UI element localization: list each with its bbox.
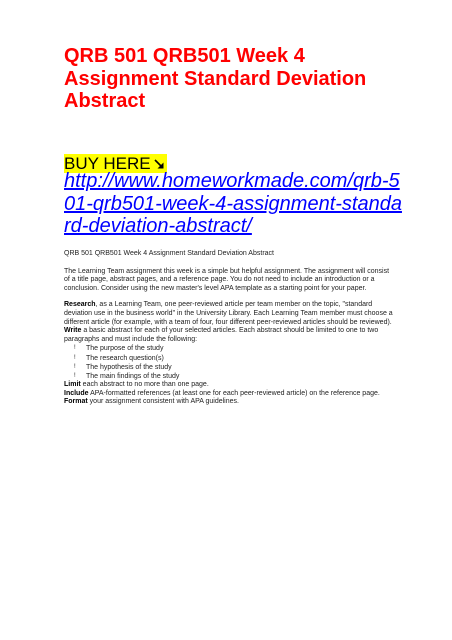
format-text: your assignment consistent with APA guidelines. (87, 398, 239, 406)
list-item-text: The purpose of the study (86, 345, 164, 353)
list-item-text: The hypothesis of the study (86, 363, 172, 371)
buy-here-text: BUY HERE (64, 153, 151, 173)
bullet-icon: ! (74, 345, 76, 352)
research-text: , as a Learning Team, one peer-reviewed article per team member on the topic, "standard deviation use in the business world" in the University Library. Each Learning Team member must choose a different article (for example, with a team of four, four different peer-reviewed articles should be reviewed). (64, 301, 393, 326)
limit-paragraph (64, 381, 394, 390)
document-body (64, 250, 394, 407)
include-label: Include (64, 389, 89, 397)
list-item (74, 372, 394, 381)
format-label: Format (64, 398, 88, 406)
research-paragraph (64, 301, 394, 327)
document-subtitle: QRB 501 QRB501 Week 4 Assignment Standard Deviation Abstract (64, 250, 274, 257)
list-item-text: The research question(s) (86, 354, 164, 362)
format-paragraph (64, 398, 394, 407)
list-item (74, 344, 394, 353)
bullet-icon: ! (74, 354, 76, 361)
write-text: a basic abstract for each of your selected articles. Each abstract should be limited to one to two paragraphs and must include the following: (64, 327, 379, 343)
limit-text: each abstract to no more than one page. (80, 381, 209, 389)
write-label: Write (64, 327, 82, 335)
list-item (74, 363, 394, 372)
abstract-requirements-list (64, 344, 394, 381)
include-paragraph (64, 390, 394, 399)
include-text: APA-formatted references (at least one for each peer-reviewed article) on the reference page. (88, 389, 380, 397)
limit-label: Limit (64, 381, 81, 389)
list-item-text: The main findings of the study (86, 372, 180, 380)
list-item (74, 354, 394, 363)
research-label: Research (64, 301, 96, 309)
document-title: QRB 501 QRB501 Week 4 Assignment Standard Deviation Abstract (64, 45, 367, 112)
bullet-icon: ! (74, 372, 76, 379)
write-paragraph (64, 327, 394, 344)
homeworkmade-link[interactable]: http://www.homeworkmade.com/qrb-501-qrb501-week-4-assignment-standard-deviation-abstract/ (64, 170, 402, 237)
bullet-icon: ! (74, 363, 76, 370)
intro-paragraph: The Learning Team assignment this week is a simple but helpful assignment. The assignment will consist of a title page, abstract pages, and a reference page. You do not need to include an introduction or a conclusion. Consider using the new master's level APA template as a starting point for your paper. (64, 267, 390, 292)
arrow-down-right-icon (152, 156, 166, 170)
